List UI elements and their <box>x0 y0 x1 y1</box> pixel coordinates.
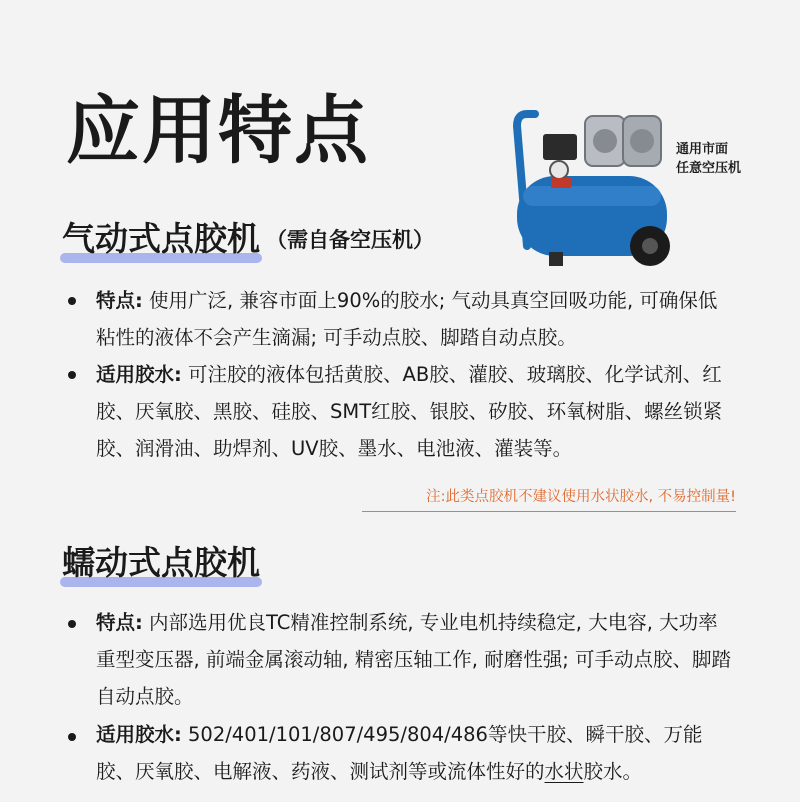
page-title: 应用特点 <box>66 88 370 174</box>
warning-note: 注:此类点胶机不建议使用水状胶水, 不易控制量! <box>362 484 736 512</box>
image-caption-line: 任意空压机 <box>676 161 742 176</box>
bullet-label: 特点: <box>96 611 143 634</box>
bullet-dot <box>68 620 76 628</box>
section-heading-pneumatic <box>62 219 434 258</box>
section-heading-text: 气动式点胶机 <box>62 219 260 258</box>
section-heading-note: （需自备空压机） <box>266 228 434 252</box>
bullet-label: 适用胶水: <box>96 723 182 746</box>
section-heading-text: 蠕动式点胶机 <box>62 543 260 582</box>
bullet-dot <box>68 371 76 379</box>
bullet-features-pneumatic <box>96 282 736 356</box>
image-caption-line: 通用市面 <box>676 142 729 157</box>
bullet-dot <box>68 297 76 305</box>
bullet-text-underlined: 水状 <box>544 760 584 783</box>
image-caption <box>676 140 766 178</box>
bullet-text: 502/401/101/807/495/804/486等快干胶、瞬干胶、万能胶、厌氧胶、电解液、药液、测试剂等或流体性好的 <box>96 723 703 783</box>
bullet-label: 适用胶水: <box>96 363 182 386</box>
bullet-features-peristaltic <box>96 604 736 715</box>
bullet-glues-peristaltic <box>96 716 736 790</box>
bullet-label: 特点: <box>96 289 143 312</box>
bullet-glues-pneumatic <box>96 356 736 467</box>
bullet-dot <box>68 733 76 741</box>
bullet-text: 可注胶的液体包括黄胶、AB胶、灌胶、玻璃胶、化学试剂、红胶、厌氧胶、黑胶、硅胶、SMT红胶、银胶、矽胶、环氧树脂、螺丝锁紧胶、润滑油、助焊剂、UV胶、墨水、电池液、灌装等。 <box>96 363 723 460</box>
section-heading-peristaltic <box>62 543 260 582</box>
bullet-text: 内部选用优良TC精准控制系统, 专业电机持续稳定, 大电容, 大功率重型变压器, 前端金属滚动轴, 精密压轴工作, 耐磨性强; 可手动点胶、脚踏自动点胶。 <box>96 611 731 708</box>
air-compressor-image <box>505 96 685 276</box>
bullet-text: 使用广泛, 兼容市面上90%的胶水; 气动具真空回吸功能, 可确保低粘性的液体不会产生滴漏; 可手动点胶、脚踏自动点胶。 <box>96 289 718 349</box>
bullet-text: 胶水。 <box>583 760 643 783</box>
